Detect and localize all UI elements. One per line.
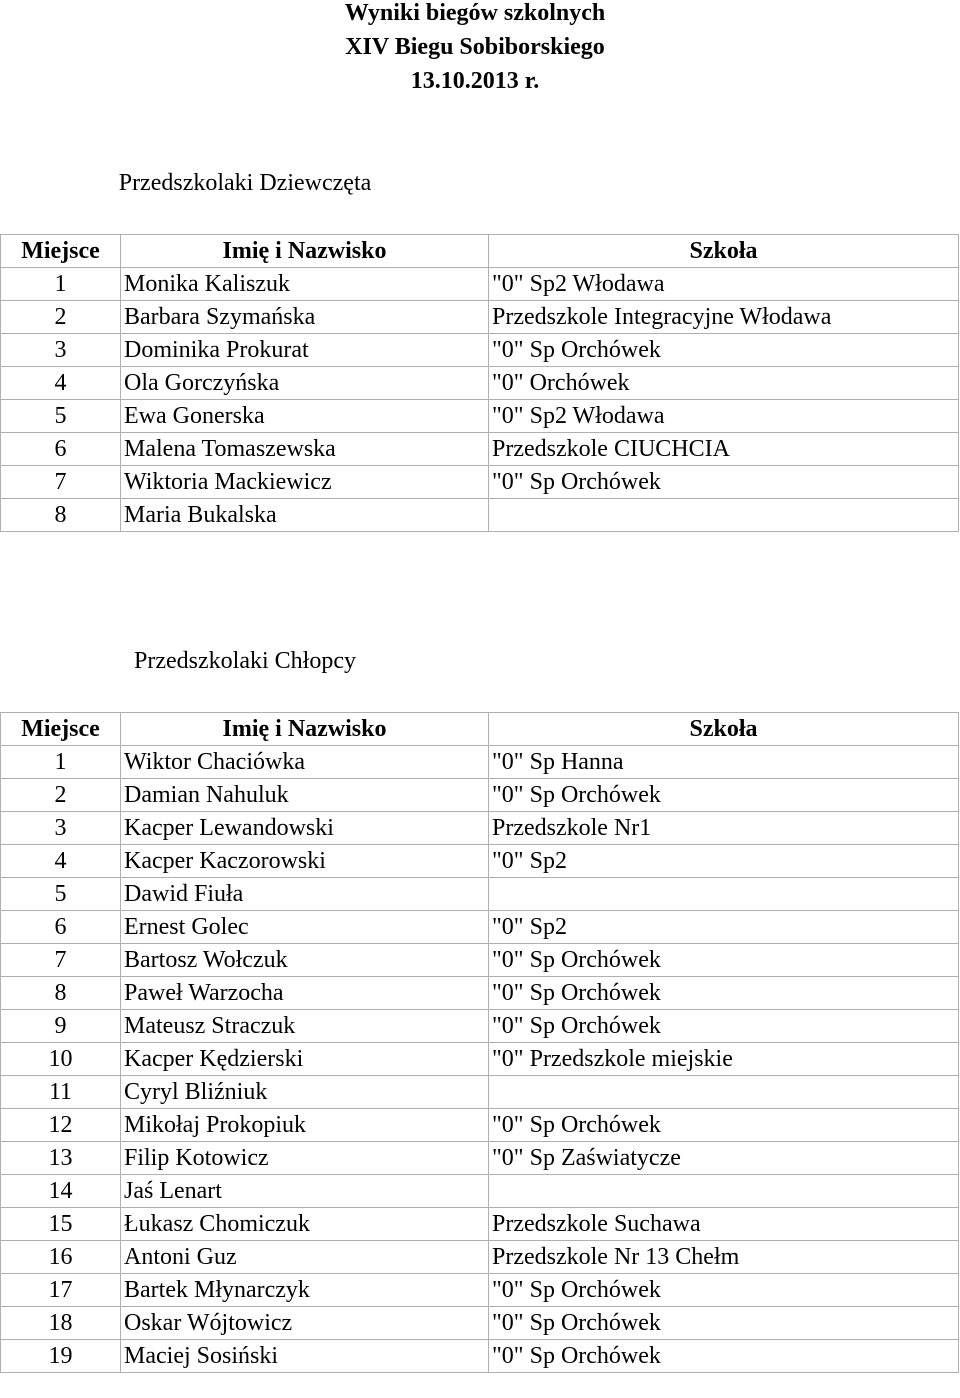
name-cell: Filip Kotowicz (121, 1142, 489, 1175)
table-row (1, 845, 959, 878)
name-cell: Damian Nahuluk (121, 779, 489, 812)
name-cell: Antoni Guz (121, 1241, 489, 1274)
table-row (1, 1109, 959, 1142)
school-cell: "0" Sp Orchówek (489, 944, 959, 977)
table-row (1, 400, 959, 433)
place-cell: 15 (1, 1208, 121, 1241)
name-cell: Łukasz Chomiczuk (121, 1208, 489, 1241)
place-cell: 2 (1, 301, 121, 334)
place-cell: 8 (1, 977, 121, 1010)
place-cell: 14 (1, 1175, 121, 1208)
school-cell: "0" Sp Orchówek (489, 1109, 959, 1142)
table-row (1, 301, 959, 334)
name-cell: Dawid Fiuła (121, 878, 489, 911)
name-cell: Barbara Szymańska (121, 301, 489, 334)
school-cell: "0" Sp Zaświatycze (489, 1142, 959, 1175)
table-row (1, 499, 959, 532)
place-cell: 5 (1, 400, 121, 433)
table-row (1, 944, 959, 977)
school-cell (489, 499, 959, 532)
school-cell: "0" Sp Orchówek (489, 334, 959, 367)
name-cell: Ola Gorczyńska (121, 367, 489, 400)
table-row (1, 466, 959, 499)
place-cell: 8 (1, 499, 121, 532)
name-cell: Cyryl Bliźniuk (121, 1076, 489, 1109)
header-name: Imię i Nazwisko (121, 713, 489, 746)
name-cell: Kacper Lewandowski (121, 812, 489, 845)
place-cell: 1 (1, 268, 121, 301)
table-header (1, 235, 959, 268)
table-row (1, 334, 959, 367)
school-cell: "0" Przedszkole miejskie (489, 1043, 959, 1076)
school-cell: "0" Sp2 (489, 845, 959, 878)
place-cell: 9 (1, 1010, 121, 1043)
place-cell: 19 (1, 1340, 121, 1373)
table-row (1, 268, 959, 301)
place-cell: 12 (1, 1109, 121, 1142)
name-cell: Wiktor Chaciówka (121, 746, 489, 779)
place-cell: 7 (1, 944, 121, 977)
place-cell: 4 (1, 367, 121, 400)
table-row (1, 1142, 959, 1175)
table-row (1, 1241, 959, 1274)
place-cell: 2 (1, 779, 121, 812)
place-cell: 3 (1, 334, 121, 367)
table-row (1, 1274, 959, 1307)
school-cell: "0" Sp Hanna (489, 746, 959, 779)
school-cell: Przedszkole Suchawa (489, 1208, 959, 1241)
table-row (1, 1208, 959, 1241)
name-cell: Dominika Prokurat (121, 334, 489, 367)
table-row (1, 977, 959, 1010)
title-line: 13.10.2013 r. (410, 68, 540, 94)
header-name: Imię i Nazwisko (121, 235, 489, 268)
section-title: Przedszkolaki Dziewczęta (118, 170, 372, 196)
name-cell: Ewa Gonerska (121, 400, 489, 433)
school-cell: Przedszkole Integracyjne Włodawa (489, 301, 959, 334)
place-cell: 1 (1, 746, 121, 779)
place-cell: 11 (1, 1076, 121, 1109)
table-row (1, 1175, 959, 1208)
name-cell: Oskar Wójtowicz (121, 1307, 489, 1340)
place-cell: 18 (1, 1307, 121, 1340)
school-cell: "0" Sp2 Włodawa (489, 400, 959, 433)
place-cell: 13 (1, 1142, 121, 1175)
school-cell: "0" Orchówek (489, 367, 959, 400)
school-cell: "0" Sp Orchówek (489, 1340, 959, 1373)
school-cell: "0" Sp2 Włodawa (489, 268, 959, 301)
table-row (1, 878, 959, 911)
header-place: Miejsce (1, 235, 121, 268)
table-header (1, 713, 959, 746)
school-cell: "0" Sp Orchówek (489, 1274, 959, 1307)
school-cell: Przedszkole Nr1 (489, 812, 959, 845)
school-cell: "0" Sp Orchówek (489, 466, 959, 499)
school-cell: "0" Sp Orchówek (489, 1010, 959, 1043)
place-cell: 5 (1, 878, 121, 911)
name-cell: Paweł Warzocha (121, 977, 489, 1010)
results-table-girls (0, 234, 959, 532)
header-place: Miejsce (1, 713, 121, 746)
table-row (1, 1076, 959, 1109)
table-row (1, 1043, 959, 1076)
school-cell (489, 878, 959, 911)
name-cell: Maciej Sosiński (121, 1340, 489, 1373)
school-cell (489, 1076, 959, 1109)
name-cell: Kacper Kaczorowski (121, 845, 489, 878)
name-cell: Mateusz Straczuk (121, 1010, 489, 1043)
place-cell: 6 (1, 911, 121, 944)
place-cell: 10 (1, 1043, 121, 1076)
name-cell: Ernest Golec (121, 911, 489, 944)
table-row (1, 433, 959, 466)
header-school: Szkoła (489, 713, 959, 746)
name-cell: Monika Kaliszuk (121, 268, 489, 301)
place-cell: 6 (1, 433, 121, 466)
name-cell: Kacper Kędzierski (121, 1043, 489, 1076)
table-row (1, 746, 959, 779)
header-school: Szkoła (489, 235, 959, 268)
table-row (1, 812, 959, 845)
school-cell (489, 1175, 959, 1208)
title-line: Wyniki biegów szkolnych (344, 0, 606, 26)
table-row (1, 1307, 959, 1340)
name-cell: Bartosz Wołczuk (121, 944, 489, 977)
table-row (1, 911, 959, 944)
school-cell: Przedszkole CIUCHCIA (489, 433, 959, 466)
place-cell: 7 (1, 466, 121, 499)
name-cell: Jaś Lenart (121, 1175, 489, 1208)
school-cell: "0" Sp Orchówek (489, 1307, 959, 1340)
place-cell: 3 (1, 812, 121, 845)
name-cell: Bartek Młynarczyk (121, 1274, 489, 1307)
title-line: XIV Biegu Sobiborskiego (345, 34, 605, 60)
school-cell: "0" Sp Orchówek (489, 977, 959, 1010)
table-row (1, 367, 959, 400)
place-cell: 16 (1, 1241, 121, 1274)
results-table-boys (0, 712, 959, 1373)
name-cell: Maria Bukalska (121, 499, 489, 532)
name-cell: Mikołaj Prokopiuk (121, 1109, 489, 1142)
school-cell: "0" Sp Orchówek (489, 779, 959, 812)
place-cell: 4 (1, 845, 121, 878)
table-row (1, 779, 959, 812)
school-cell: Przedszkole Nr 13 Chełm (489, 1241, 959, 1274)
place-cell: 17 (1, 1274, 121, 1307)
school-cell: "0" Sp2 (489, 911, 959, 944)
section-title: Przedszkolaki Chłopcy (134, 648, 356, 674)
name-cell: Wiktoria Mackiewicz (121, 466, 489, 499)
table-row (1, 1340, 959, 1373)
name-cell: Malena Tomaszewska (121, 433, 489, 466)
table-row (1, 1010, 959, 1043)
document-title (0, 0, 950, 98)
